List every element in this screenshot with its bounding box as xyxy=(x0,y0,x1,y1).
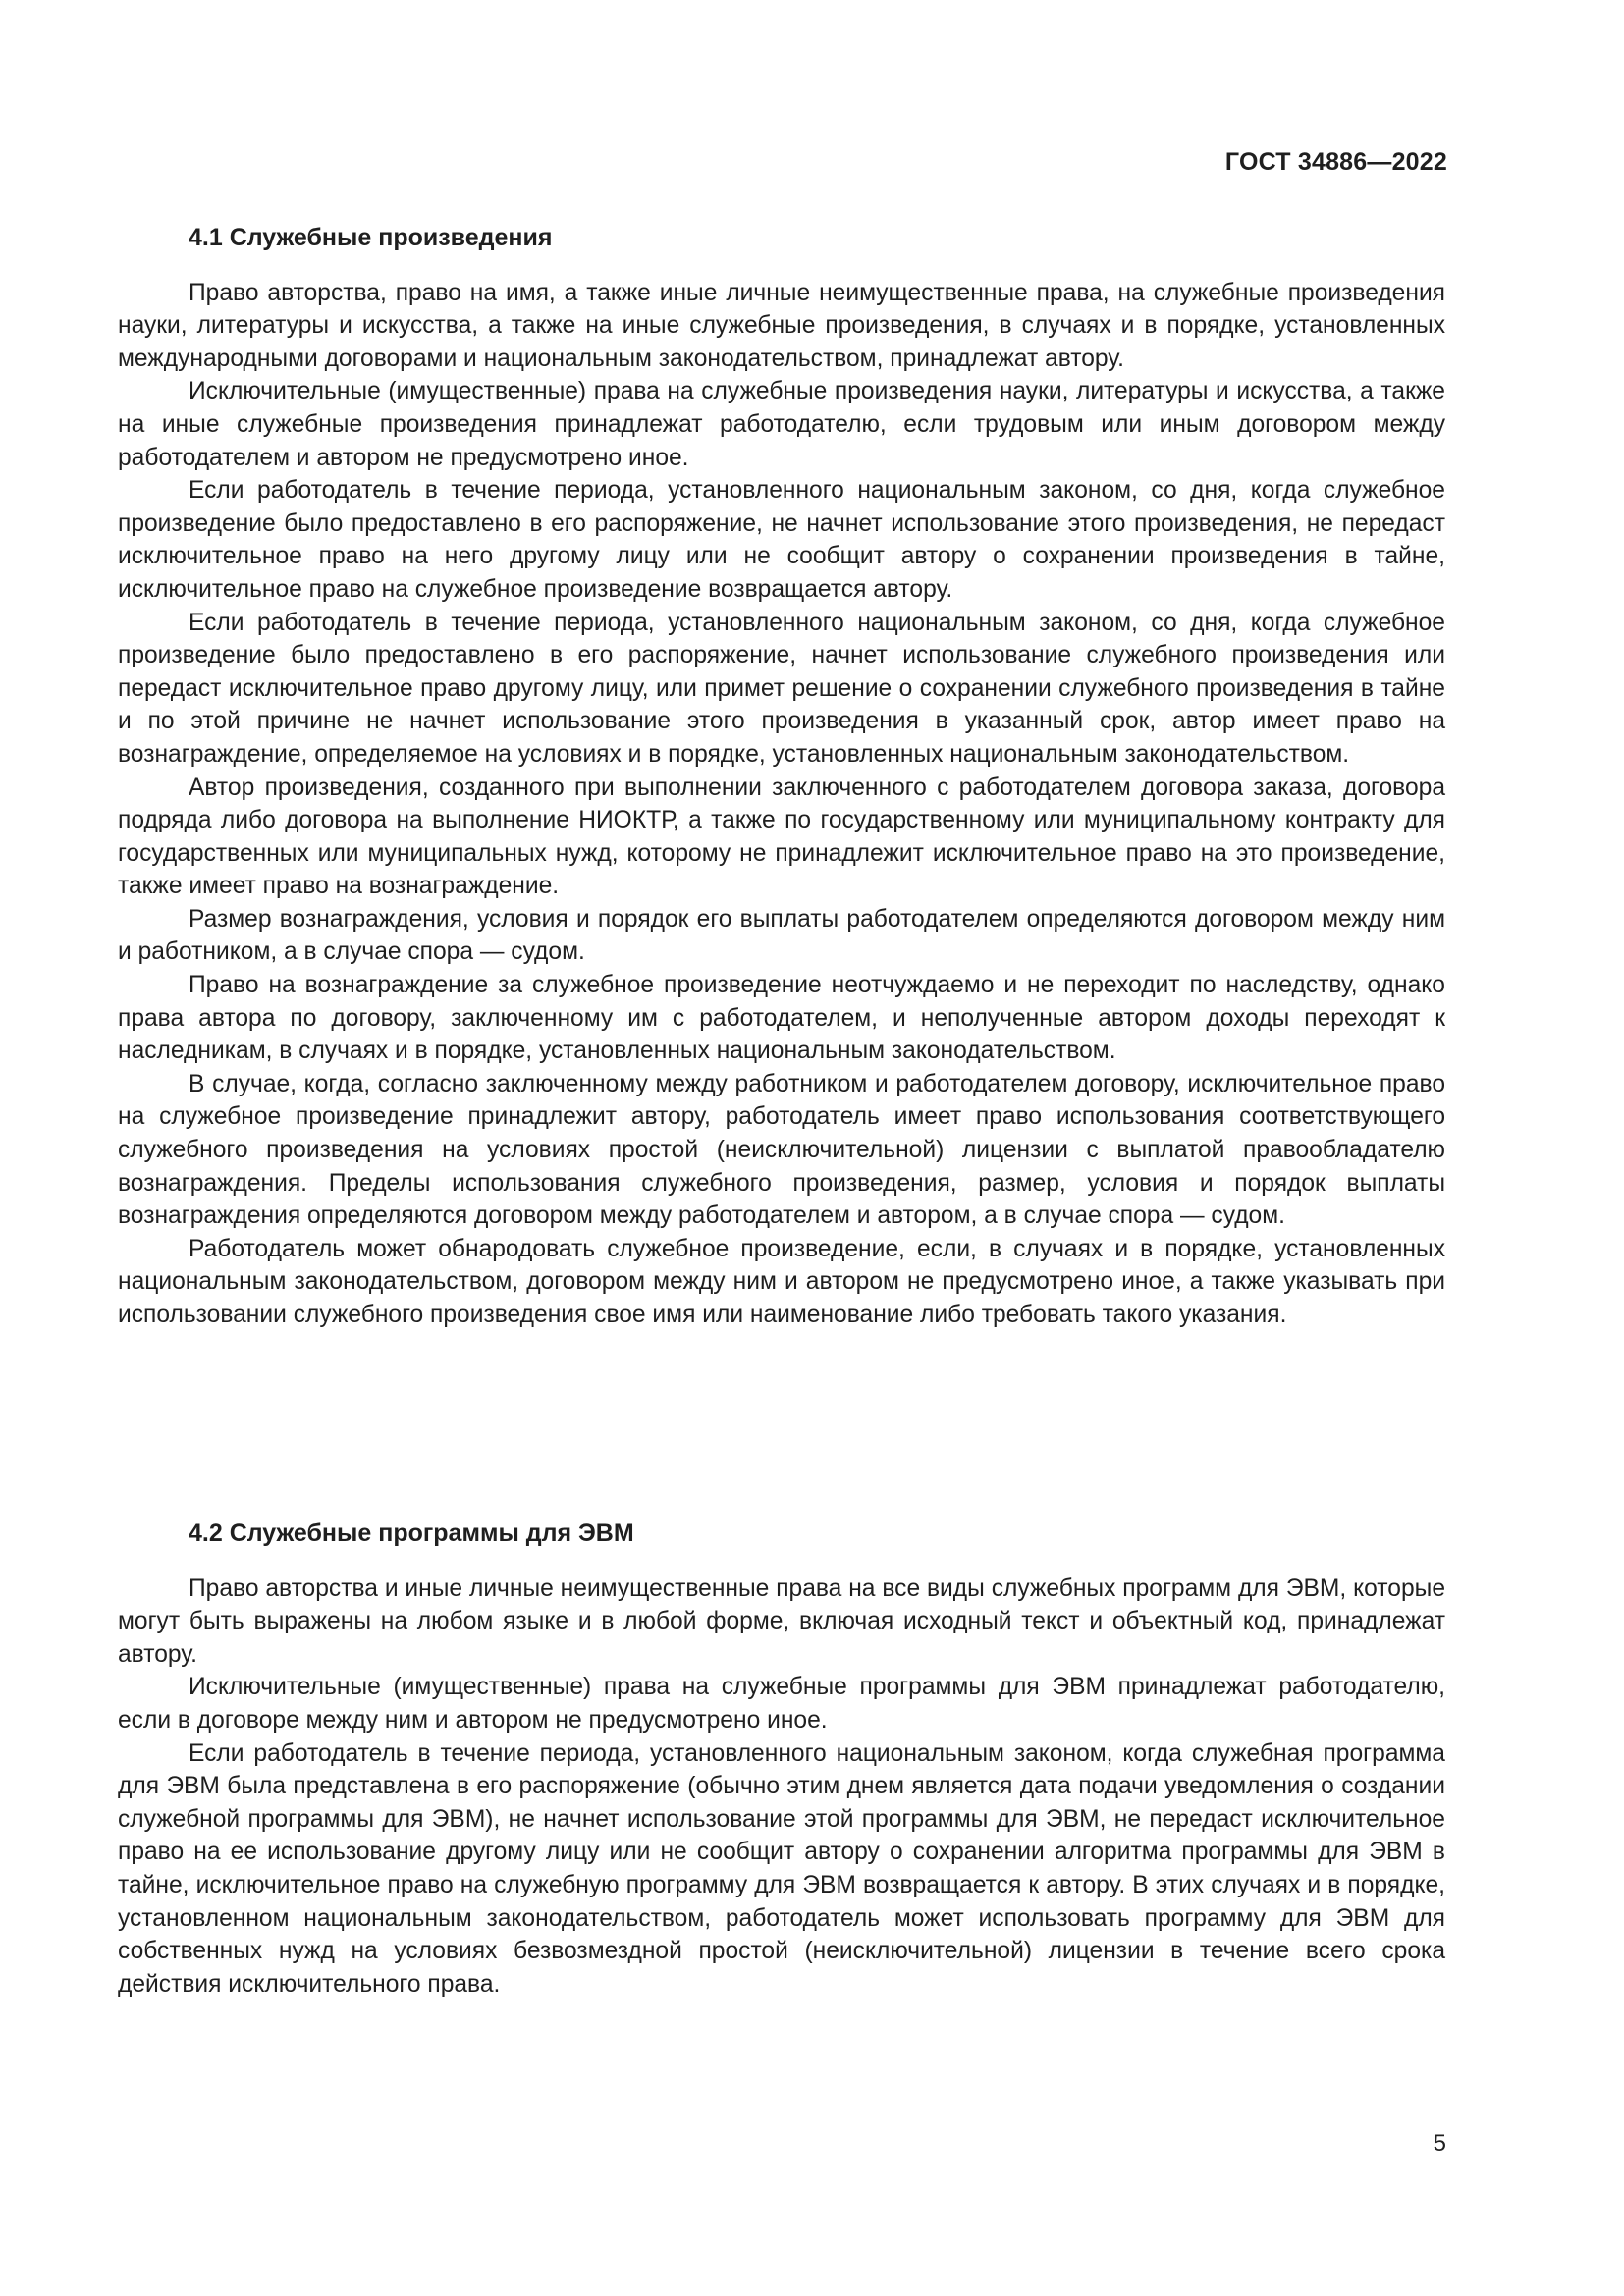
section-4-2 xyxy=(118,1518,1445,2001)
paragraph: Право авторства и иные личные неимущественные права на все виды служебных программ для ЭВМ, которые могут быть выражены на любом языке и в любой форме, включая исходный текст и объектный код, принадлежат автору. xyxy=(118,1575,1445,1668)
section-heading: 4.2 Служебные программы для ЭВМ xyxy=(189,1520,634,1547)
paragraph: Исключительные (имущественные) права на служебные произведения науки, литературы и искусства, а также на иные служебные произведения принадлежат работодателю, если трудовым или иным договором между работодателем и автором не предусмотрено иное. xyxy=(118,378,1445,471)
paragraph: Право на вознаграждение за служебное произведение неотчуждаемо и не переходит по наследству, однако права автора по договору, заключенному им с работодателем, и неполученные автором доходы переходят к наследникам, в случаях и в порядке, установленных национальным законодательством. xyxy=(118,972,1445,1065)
paragraph: Работодатель может обнародовать служебное произведение, если, в случаях и в порядке, установленных национальным законодательством, договором между ним и автором не предусмотрено иное, а также указывать при использовании служебного произведения свое имя или наименование либо требовать такого указания. xyxy=(118,1235,1445,1328)
section-4-1 xyxy=(118,222,1445,1332)
paragraph: Размер вознаграждения, условия и порядок его выплаты работодателем определяются договором между ним и работником, а в случае спора — судом. xyxy=(118,905,1445,966)
section-heading: 4.1 Служебные произведения xyxy=(189,224,553,251)
paragraph: Если работодатель в течение периода, установленного национальным законом, со дня, когда служебное произведение было предоставлено в его распоряжение, начнет использование служебного произведения или передаст исключительное право другому лицу, или примет решение о сохранении служебного произведения в тайне и по этой причине не начнет использование этого произведения в указанный срок, автор имеет право на вознаграждение, определяемое на условиях и в порядке, установленных национальным законодательством. xyxy=(118,609,1445,768)
page-number: 5 xyxy=(1433,2130,1446,2157)
paragraph: Если работодатель в течение периода, установленного национальным законом, со дня, когда служебное произведение было предоставлено в его распоряжение, не начнет использование этого произведения, не передаст исключительное право на него другому лицу или не сообщит автору о сохранении произведения в тайне, исключительное право на служебное произведение возвращается автору. xyxy=(118,477,1445,603)
paragraph: В случае, когда, согласно заключенному между работником и работодателем договору, исключительное право на служебное произведение принадлежит автору, работодатель имеет право использования соответствующего служебного произведения на условиях простой (неисключительной) лицензии с выплатой правообладателю вознаграждения. Пределы использования служебного произведения, размер, условия и порядок выплаты вознаграждения определяются договором между работодателем и автором, а в случае спора — судом. xyxy=(118,1070,1445,1230)
paragraph: Если работодатель в течение периода, установленного национальным законом, когда служебная программа для ЭВМ была представлена в его распоряжение (обычно этим днем является дата подачи уведомления о создании служебной программы для ЭВМ), не начнет использование этой программы для ЭВМ, не передаст исключительное право на ее использование другому лицу или не сообщит автору о сохранении алгоритма программы для ЭВМ в тайне, исключительное право на служебную программу для ЭВМ возвращается к автору. В этих случаях и в порядке, установленном национальным законодательством, работодатель может использовать программу для ЭВМ для собственных нужд на условиях безвозмездной простой (неисключительной) лицензии в течение всего срока действия исключительного права. xyxy=(118,1739,1445,1998)
paragraph: Исключительные (имущественные) права на служебные программы для ЭВМ принадлежат работодателю, если в договоре между ним и автором не предусмотрено иное. xyxy=(118,1674,1445,1734)
paragraph: Право авторства, право на имя, а также иные личные неимущественные права, на служебные произведения науки, литературы и искусства, а также на иные служебные произведения, в случаях и в порядке, установленных международными договорами и национальным законодательством, принадлежат автору. xyxy=(118,279,1445,372)
document-standard-number: ГОСТ 34886—2022 xyxy=(1224,148,1447,176)
paragraph: Автор произведения, созданного при выполнении заключенного с работодателем договора заказа, договора подряда либо договора на выполнение НИОКТР, а также по государственному или муниципальному контракту для государственных или муниципальных нужд, которому не принадлежит исключительное право на это произведение, также имеет право на вознаграждение. xyxy=(118,774,1445,900)
